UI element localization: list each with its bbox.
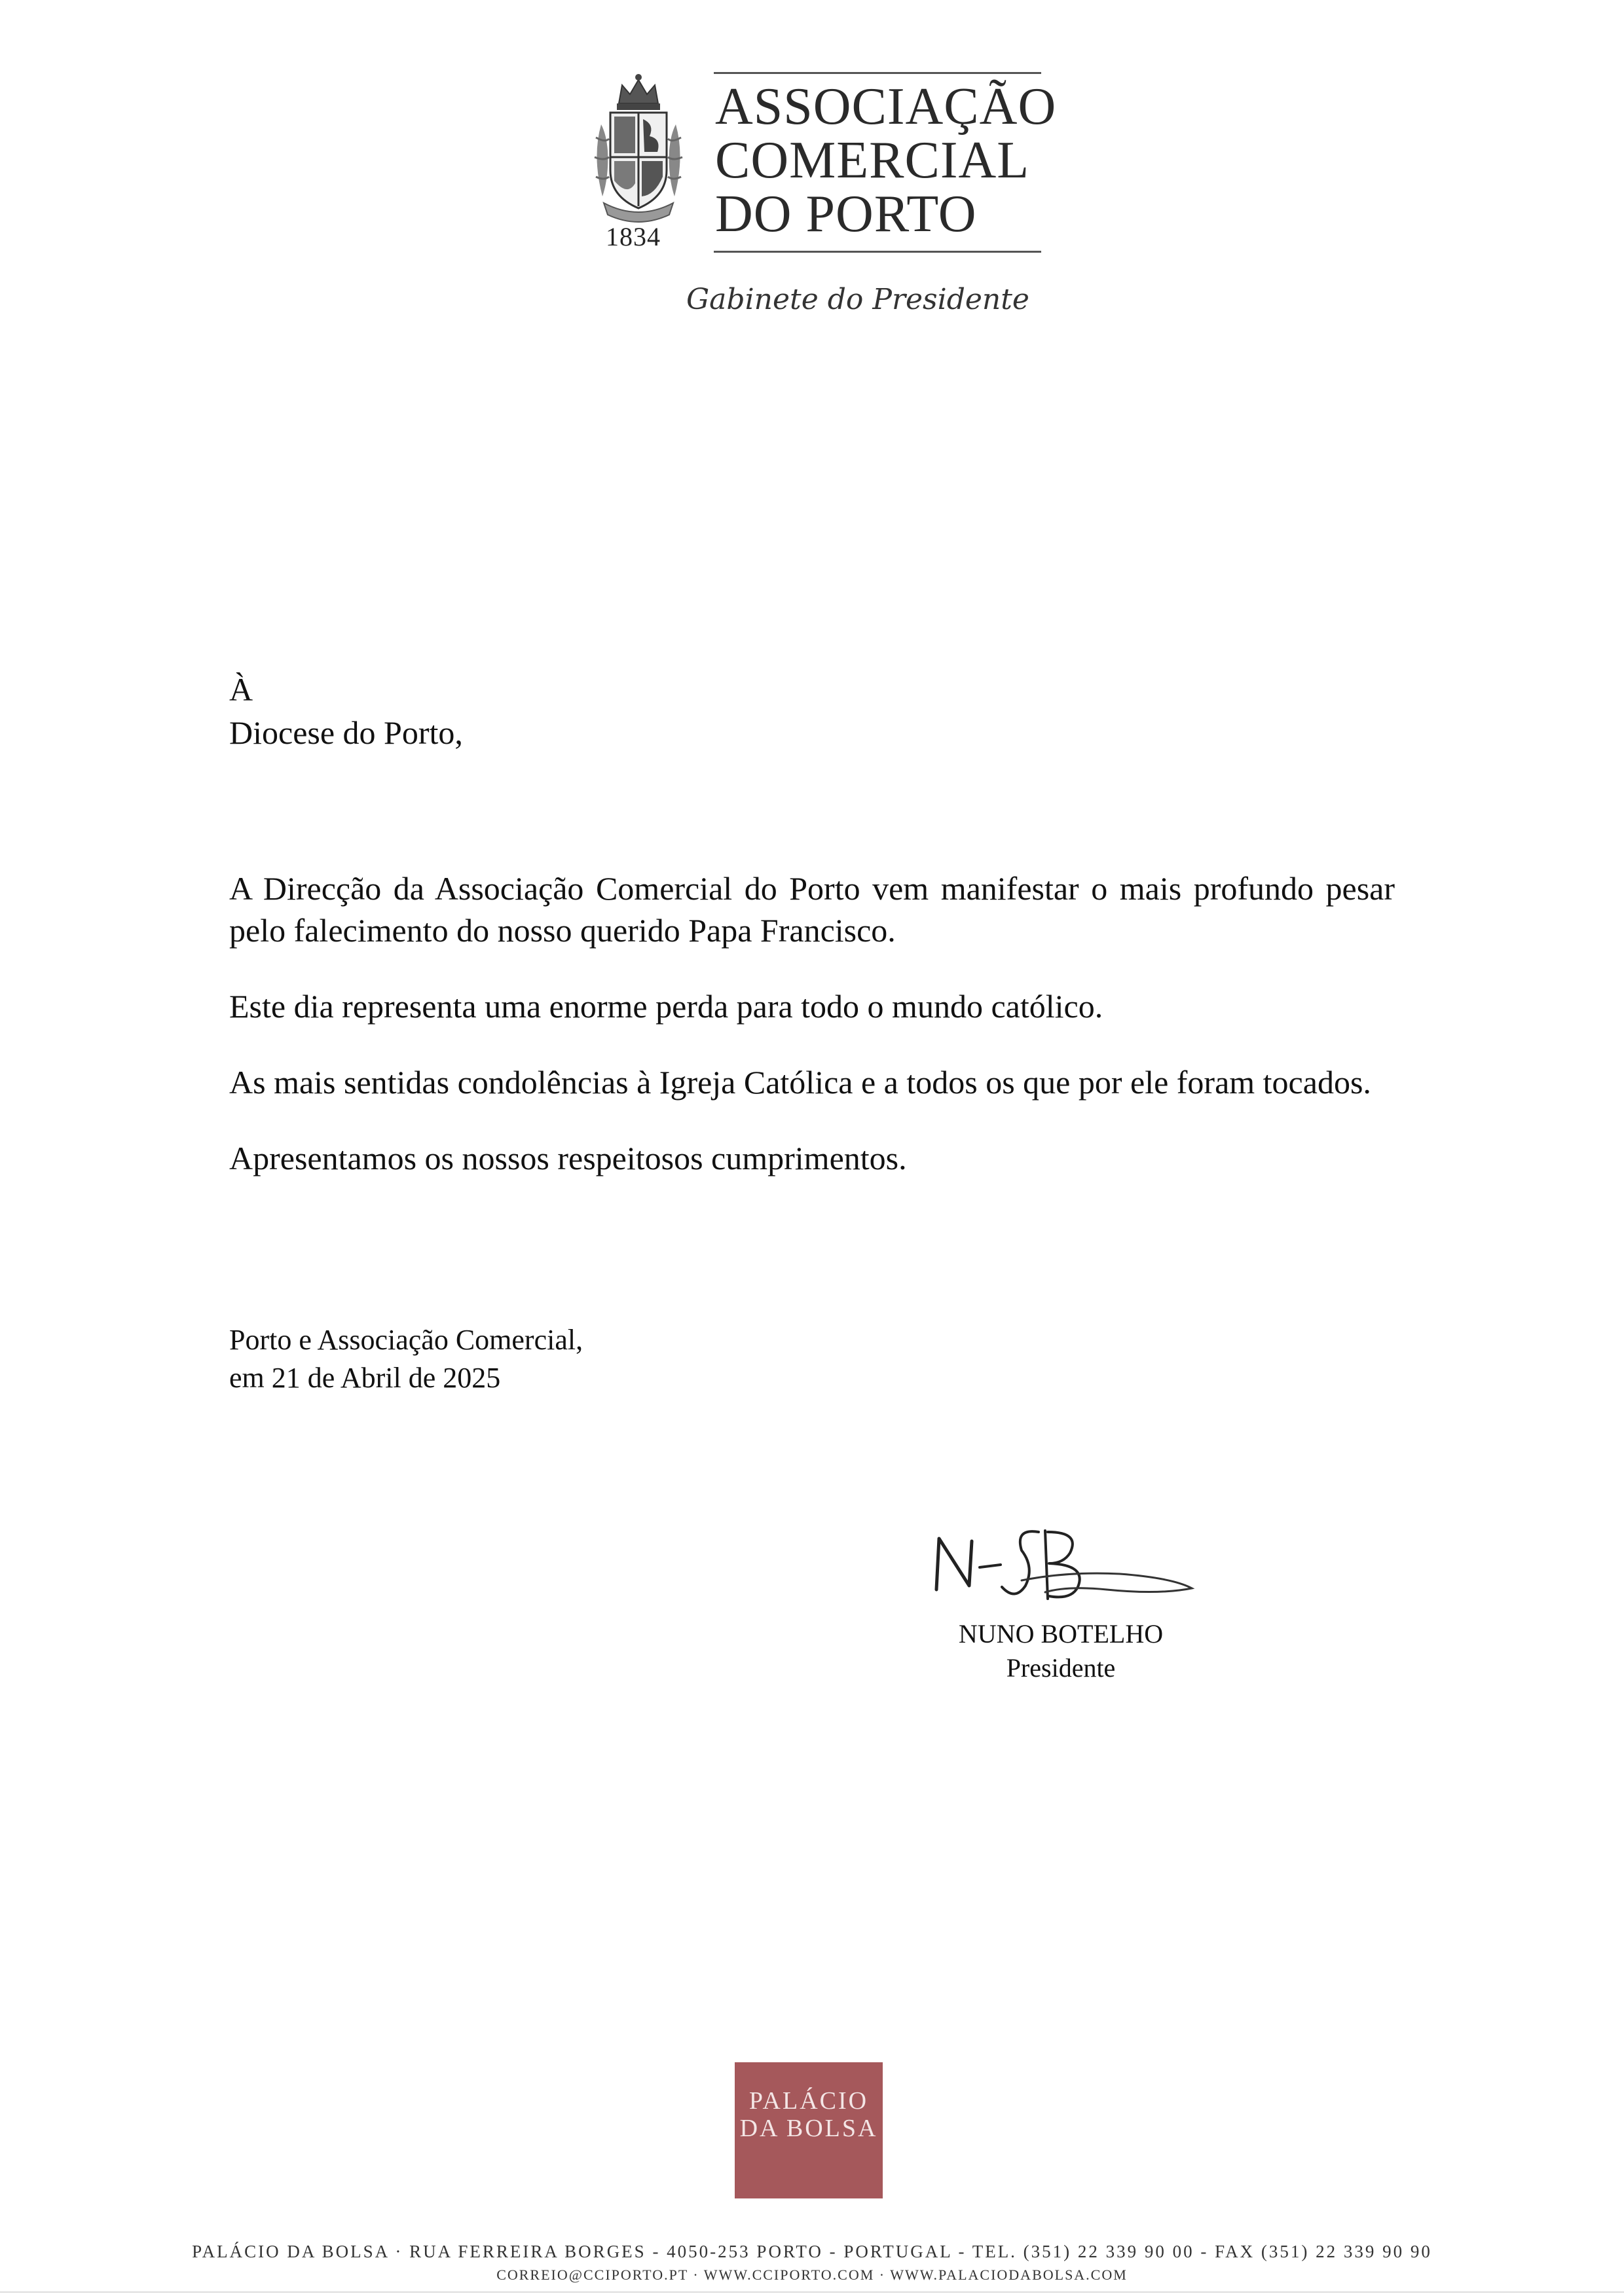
logo-line-2: DA BOLSA (739, 2115, 878, 2142)
founded-year: 1834 (606, 222, 661, 251)
body-paragraph-3: As mais sentidas condolências à Igreja Católica e a todos os que por ele foram tocados. (229, 1064, 1371, 1101)
signatory-title: Presidente (1006, 1653, 1116, 1683)
logo-line-1: PALÁCIO (748, 2087, 869, 2115)
organization-name (715, 78, 1057, 243)
organization-name-line-3: DO PORTO (715, 185, 977, 243)
signatory-block (930, 1617, 1192, 1685)
palacio-da-bolsa-logo (735, 2062, 883, 2198)
recipient-salutation: À (229, 671, 253, 708)
page-bottom-edge (0, 2291, 1624, 2293)
footer-address: PALÁCIO DA BOLSA · RUA FERREIRA BORGES - 4050-253 PORTO - PORTUGAL - TEL. (351) 22 339 90 00 - FAX (351) 22 339 90 90 (192, 2242, 1432, 2261)
signatory-name: NUNO BOTELHO (958, 1619, 1164, 1649)
office-name: Gabinete do Presidente (686, 283, 1029, 316)
recipient-name: Diocese do Porto, (229, 714, 463, 751)
body-paragraph-1: A Direcção da Associação Comercial do Porto vem manifestar o mais profundo pesar pelo falecimento do nosso querido Papa Francisco. (229, 870, 1395, 949)
coat-of-arms-icon (589, 65, 688, 229)
body-paragraph-4: Apresentamos os nossos respeitosos cumprimentos. (229, 1140, 907, 1176)
organization-name-line-1: ASSOCIAÇÃO (715, 78, 1057, 136)
dateline (229, 1321, 583, 1397)
dateline-place: Porto e Associação Comercial, (229, 1324, 583, 1356)
recipient-block (229, 668, 463, 754)
body-paragraph-2: Este dia representa uma enorme perda para todo o mundo católico. (229, 988, 1103, 1025)
letter-body (229, 867, 1395, 1213)
handwritten-signature (923, 1512, 1198, 1611)
org-name-bottom-rule (714, 251, 1041, 253)
letterhead (0, 0, 1624, 340)
footer-contacts: CORREIO@CCIPORTO.PT · WWW.CCIPORTO.COM · WWW.PALACIODABOLSA.COM (496, 2267, 1128, 2283)
org-name-top-rule (714, 72, 1041, 74)
dateline-date: em 21 de Abril de 2025 (229, 1362, 501, 1394)
organization-name-line-2: COMERCIAL (715, 132, 1030, 189)
